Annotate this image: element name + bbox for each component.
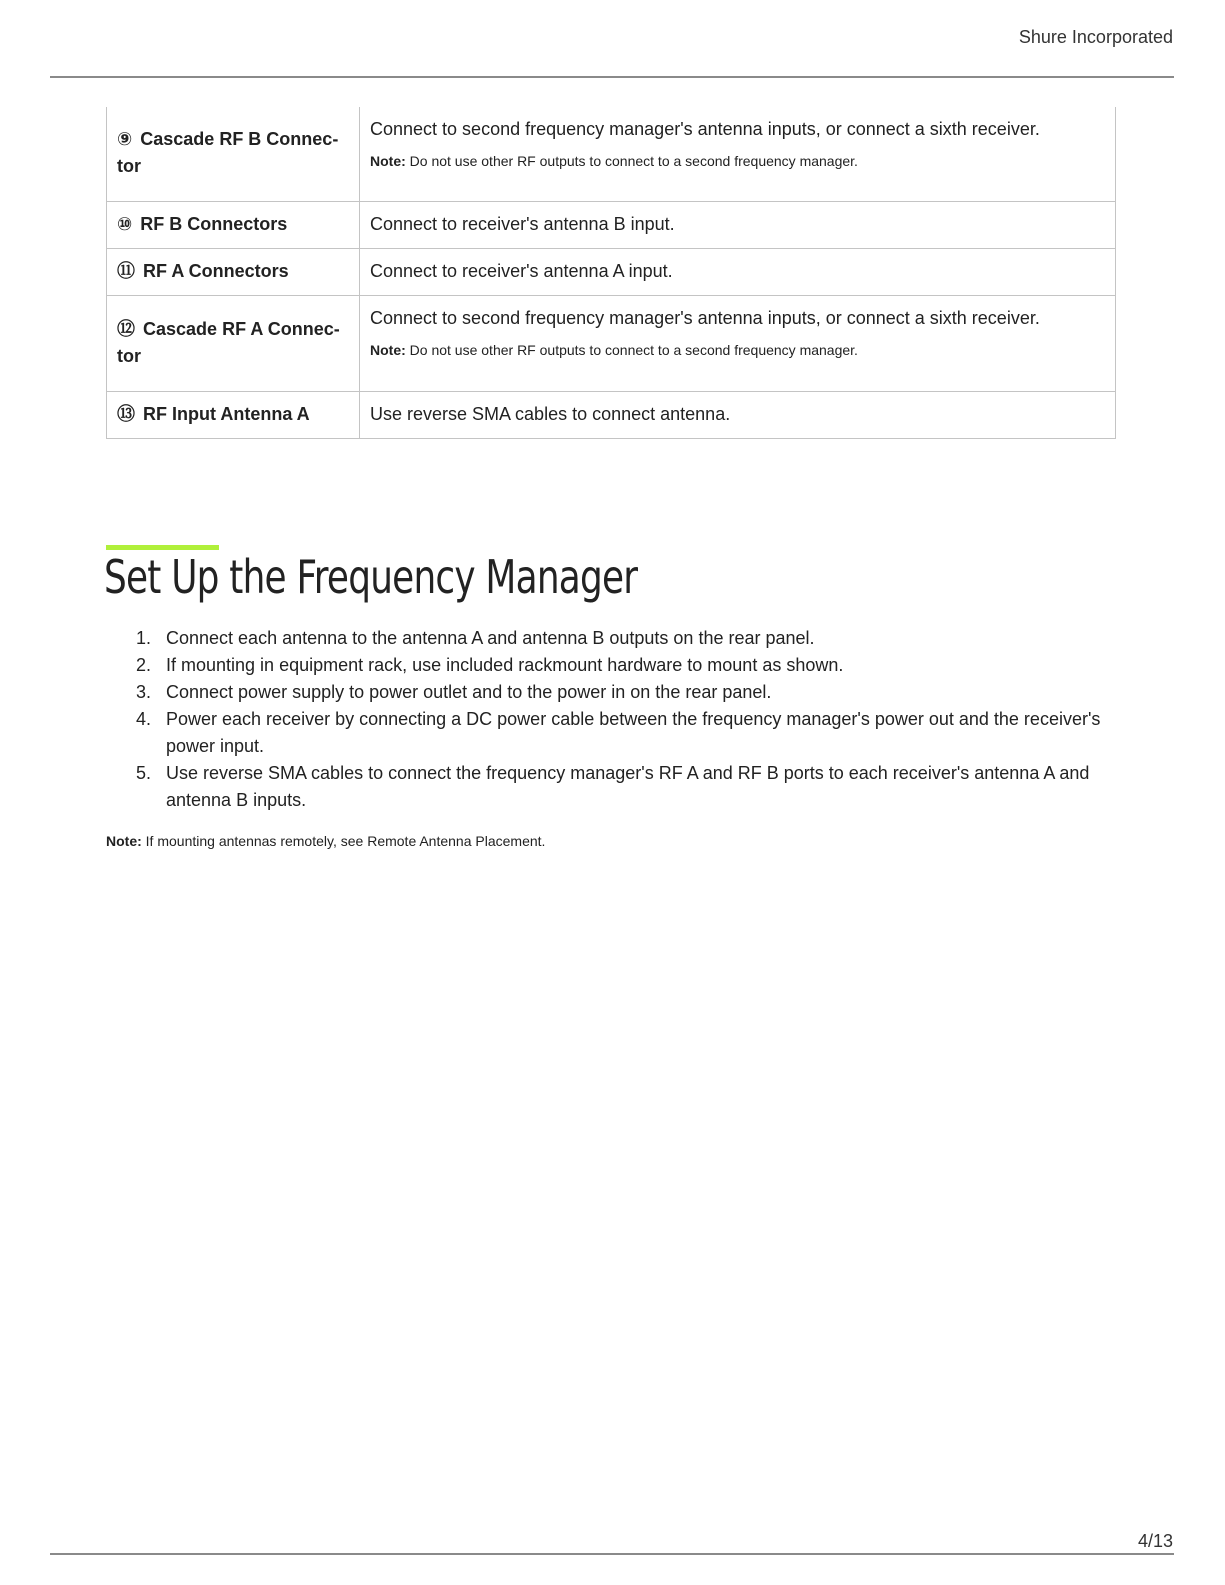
step-text: Use reverse SMA cables to connect the frequency manager's RF A and RF B ports to each receiver's antenna A and antenna B inputs. [166,763,1090,810]
table-row [107,201,1116,248]
row-note [370,151,1105,171]
row-description [360,201,1116,248]
header-company: Shure Incorporated [1018,27,1173,47]
table-row [107,295,1116,391]
row-label [107,295,360,391]
step-text: Connect power supply to power outlet and to the power in on the rear panel. [166,682,772,702]
row-label [107,248,360,295]
table-row [107,391,1116,438]
note-text: If mounting antennas remotely, see Remote Antenna Placement. [141,833,546,849]
list-item [106,760,1116,814]
list-item [106,706,1116,760]
row-label-text: RF Input Antenna A [143,403,310,424]
number-badge: ⑪ [117,260,135,281]
note-label: Note: [106,833,142,849]
row-description [360,107,1116,201]
step-number: 1. [136,628,152,648]
row-label-text: RF A Connectors [143,260,289,281]
list-item [106,652,1116,679]
section-note [106,833,545,849]
note-text: Do not use other RF outputs to connect to a second frequency manager. [405,153,858,169]
step-number: 3. [136,682,152,702]
note-label: Note: [370,341,406,358]
section-title: Set Up the Frequency Manager [104,550,638,604]
list-item [106,625,1116,652]
row-label-text: Cascade RF A Connec- tor [117,318,340,366]
table-row [107,107,1116,201]
row-label-text: RF B Connectors [140,213,288,234]
step-number: 4. [136,709,152,729]
description-text: Connect to second frequency manager's antenna inputs, or connect a sixth receiver. [370,119,1040,139]
description-text: Use reverse SMA cables to connect antenna. [370,403,731,424]
row-description [360,295,1116,391]
number-badge: ⑨ [117,129,133,150]
page-number: 4/13 [1137,1531,1173,1551]
row-note [370,340,1105,360]
connector-table [106,107,1116,439]
description-text: Connect to second frequency manager's antenna inputs, or connect a sixth receiver. [370,307,1040,328]
step-text: Power each receiver by connecting a DC power cable between the frequency manager's power out and the receiver's power input. [166,709,1101,756]
step-text: Connect each antenna to the antenna A and antenna B outputs on the rear panel. [166,628,815,648]
row-label [107,391,360,438]
row-label [107,107,360,201]
step-text: If mounting in equipment rack, use included rackmount hardware to mount as shown. [166,655,844,675]
row-description [360,248,1116,295]
number-badge: ⑩ [117,213,133,234]
description-text: Connect to receiver's antenna A input. [370,260,673,281]
description-text: Connect to receiver's antenna B input. [370,213,675,234]
footer-divider [50,1553,1174,1555]
step-number: 2. [136,655,152,675]
note-text: Do not use other RF outputs to connect to a second frequency manager. [405,341,858,358]
number-badge: ⑫ [117,318,135,339]
note-label: Note: [370,153,406,169]
number-badge: ⑬ [117,403,135,424]
list-item [106,679,1116,706]
header-divider [50,76,1174,78]
row-description [360,391,1116,438]
row-label-text: Cascade RF B Connec- tor [117,129,339,177]
table-row [107,248,1116,295]
setup-steps-list [106,625,1116,814]
step-number: 5. [136,763,152,783]
row-label [107,201,360,248]
